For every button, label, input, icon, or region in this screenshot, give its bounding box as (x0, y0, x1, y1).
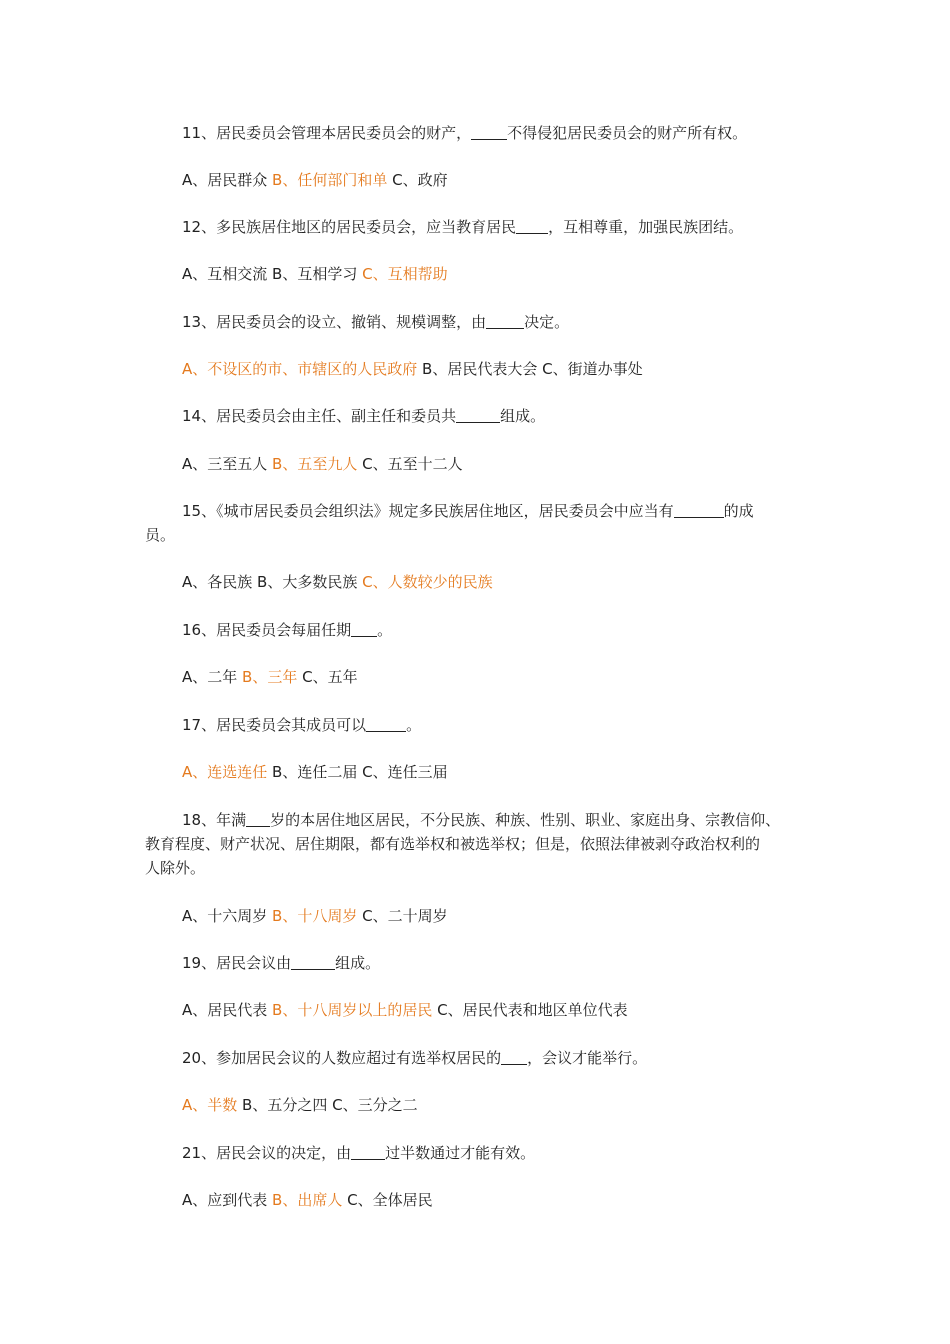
correct-option: B、出席人 (272, 1191, 343, 1209)
answer-blank (516, 217, 548, 234)
question-stem-15-cont (0, 523, 810, 547)
options-21 (0, 1188, 950, 1212)
option: A、互相交流 B、互相学习 (182, 265, 363, 283)
question-stem-18-cont (0, 832, 810, 856)
correct-option: B、任何部门和单 (272, 171, 388, 189)
option: A、应到代表 (182, 1191, 273, 1209)
options-15 (0, 570, 950, 594)
stem-text: ，互相尊重，加强民族团结。 (548, 218, 744, 236)
option: A、三至五人 (182, 455, 273, 473)
options-20 (0, 1093, 950, 1117)
options-13 (0, 357, 950, 381)
option: C、二十周岁 (357, 907, 448, 925)
question-stem-13 (0, 310, 950, 334)
question-stem-20 (0, 1046, 950, 1070)
answer-blank (471, 123, 507, 140)
stem-text: 11、居民委员会管理本居民委员会的财产， (182, 124, 472, 142)
stem-text: 组成。 (335, 954, 381, 972)
stem-text: 。 (377, 621, 393, 639)
answer-blank (246, 810, 270, 827)
option: B、五分之四 C、三分之二 (237, 1096, 418, 1114)
stem-text: 人除外。 (145, 859, 206, 877)
answer-blank (291, 953, 335, 970)
options-19 (0, 998, 950, 1022)
stem-text: 岁的本居住地区居民，不分民族、种族、性别、职业、家庭出身、宗教信仰、 (270, 811, 781, 829)
option: C、居民代表和地区单位代表 (432, 1001, 628, 1019)
correct-option: B、三年 (242, 668, 298, 686)
option: C、五年 (297, 668, 358, 686)
correct-option: B、十八周岁 (272, 907, 358, 925)
options-18 (0, 904, 950, 928)
option: C、全体居民 (342, 1191, 433, 1209)
correct-option: B、五至九人 (272, 455, 358, 473)
answer-blank (351, 620, 377, 637)
correct-option: C、互相帮助 (362, 265, 448, 283)
stem-text: 18、年满 (182, 811, 247, 829)
correct-option: B、十八周岁以上的居民 (272, 1001, 433, 1019)
question-stem-19 (0, 951, 950, 975)
correct-option: A、半数 (182, 1096, 238, 1114)
question-stem-18 (0, 808, 810, 832)
stem-text: 员。 (145, 526, 176, 544)
answer-blank (486, 312, 524, 329)
question-stem-15 (0, 499, 810, 523)
answer-blank (351, 1143, 385, 1160)
options-17 (0, 760, 950, 784)
option: A、居民群众 (182, 171, 273, 189)
stem-text: 决定。 (524, 313, 570, 331)
stem-text: 16、居民委员会每届任期 (182, 621, 352, 639)
question-stem-16 (0, 618, 950, 642)
stem-text: 12、多民族居住地区的居民委员会，应当教育居民 (182, 218, 517, 236)
option: A、二年 (182, 668, 243, 686)
stem-text: 14、居民委员会由主任、副主任和委员共 (182, 407, 457, 425)
stem-text: 19、居民会议由 (182, 954, 292, 972)
question-stem-14 (0, 404, 950, 428)
answer-blank (501, 1048, 527, 1065)
options-12 (0, 262, 950, 286)
question-stem-18-cont (0, 856, 810, 880)
stem-text: 13、居民委员会的设立、撤销、规模调整，由 (182, 313, 487, 331)
stem-text: 21、居民会议的决定，由 (182, 1144, 352, 1162)
stem-text: 不得侵犯居民委员会的财产所有权。 (507, 124, 748, 142)
options-11 (0, 168, 950, 192)
options-16 (0, 665, 950, 689)
correct-option: A、连选连任 (182, 763, 268, 781)
stem-text: 15、《城市居民委员会组织法》规定多民族居住地区，居民委员会中应当有 (182, 502, 674, 520)
answer-blank (674, 501, 724, 518)
option: A、十六周岁 (182, 907, 273, 925)
stem-text: 组成。 (500, 407, 546, 425)
stem-text: 教育程度、财产状况、居住期限，都有选举权和被选举权；但是，依照法律被剥夺政治权利的 (145, 835, 761, 853)
correct-option: C、人数较少的民族 (362, 573, 493, 591)
question-stem-21 (0, 1141, 950, 1165)
option: B、连任二届 C、连任三届 (267, 763, 448, 781)
options-14 (0, 452, 950, 476)
stem-text: ，会议才能举行。 (527, 1049, 648, 1067)
question-stem-12 (0, 215, 950, 239)
answer-blank (456, 406, 500, 423)
stem-text: 。 (406, 716, 422, 734)
option: A、各民族 B、大多数民族 (182, 573, 363, 591)
question-stem-17 (0, 713, 950, 737)
stem-text: 17、居民委员会其成员可以 (182, 716, 367, 734)
correct-option: A、不设区的市、市辖区的人民政府 (182, 360, 418, 378)
stem-text: 20、参加居民会议的人数应超过有选举权居民的 (182, 1049, 502, 1067)
option: C、政府 (387, 171, 448, 189)
option: A、居民代表 (182, 1001, 273, 1019)
answer-blank (366, 715, 406, 732)
stem-text: 的成 (723, 502, 754, 520)
option: C、五至十二人 (357, 455, 463, 473)
option: B、居民代表大会 C、街道办事处 (417, 360, 643, 378)
stem-text: 过半数通过才能有效。 (385, 1144, 536, 1162)
question-stem-11 (0, 121, 950, 145)
